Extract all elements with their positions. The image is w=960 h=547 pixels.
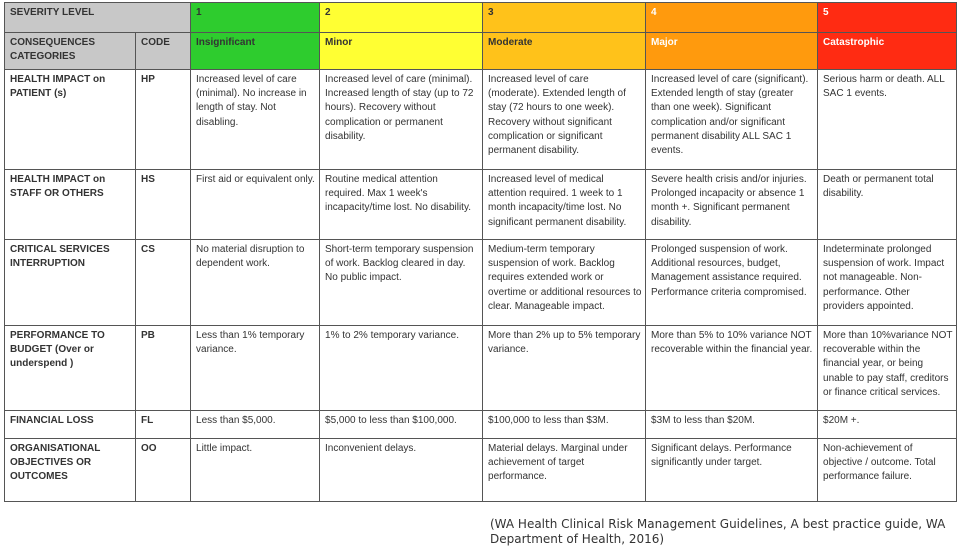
table-row (5, 240, 957, 326)
level-1-name: Insignificant (191, 33, 320, 70)
level-1-cell: Less than $5,000. (191, 411, 320, 439)
risk-consequence-matrix (4, 2, 957, 502)
level-4-cell: $3M to less than $20M. (646, 411, 818, 439)
level-4-cell: More than 5% to 10% variance NOT recoverable within the financial year. (646, 326, 818, 411)
category-cell: HEALTH IMPACT on STAFF OR OTHERS (5, 170, 136, 240)
level-3-cell: $100,000 to less than $3M. (483, 411, 646, 439)
table-row (5, 70, 957, 170)
level-4-number: 4 (646, 3, 818, 33)
level-5-name: Catastrophic (818, 33, 957, 70)
severity-level-row (5, 3, 957, 33)
code-cell: HP (136, 70, 191, 170)
level-2-cell: $5,000 to less than $100,000. (320, 411, 483, 439)
level-5-cell: More than 10%variance NOT recoverable within the financial year, or being unable to pay staff, creditors or finance critical services. (818, 326, 957, 411)
level-3-cell: Material delays. Marginal under achievement of target performance. (483, 439, 646, 502)
code-cell: CS (136, 240, 191, 326)
level-5-number: 5 (818, 3, 957, 33)
code-cell: HS (136, 170, 191, 240)
level-3-cell: More than 2% up to 5% temporary variance. (483, 326, 646, 411)
code-cell: OO (136, 439, 191, 502)
level-4-cell: Increased level of care (significant). Extended length of stay (greater than one week). Significant complication and/or significant permanent disability ALL SAC 1 events. (646, 70, 818, 170)
level-4-cell: Severe health crisis and/or injuries. Prolonged incapacity or absence 1 month +. Significant permanent disability. (646, 170, 818, 240)
level-5-cell: Serious harm or death. ALL SAC 1 events. (818, 70, 957, 170)
level-5-cell: $20M +. (818, 411, 957, 439)
level-1-number: 1 (191, 3, 320, 33)
level-3-cell: Increased level of care (moderate). Extended length of stay (72 hours to one week). Recovery without significant complication or significant permanent disability. (483, 70, 646, 170)
level-1-cell: Increased level of care (minimal). No increase in length of stay. Not disabling. (191, 70, 320, 170)
level-2-name: Minor (320, 33, 483, 70)
level-5-cell: Indeterminate prolonged suspension of work. Impact not manageable. Non-performance. Other providers appointed. (818, 240, 957, 326)
category-cell: ORGANISATIONAL OBJECTIVES OR OUTCOMES (5, 439, 136, 502)
level-3-cell: Medium-term temporary suspension of work. Backlog requires extended work or overtime or additional resources to clear. Manageable impact. (483, 240, 646, 326)
level-2-cell: Short-term temporary suspension of work. Backlog cleared in day. No public impact. (320, 240, 483, 326)
level-2-cell: Inconvenient delays. (320, 439, 483, 502)
code-cell: FL (136, 411, 191, 439)
level-5-cell: Non-achievement of objective / outcome. Total performance failure. (818, 439, 957, 502)
level-1-cell: First aid or equivalent only. (191, 170, 320, 240)
category-cell: HEALTH IMPACT on PATIENT (s) (5, 70, 136, 170)
category-header-row (5, 33, 957, 70)
level-4-name: Major (646, 33, 818, 70)
table-row (5, 326, 957, 411)
severity-level-label: SEVERITY LEVEL (5, 3, 191, 33)
level-2-cell: 1% to 2% temporary variance. (320, 326, 483, 411)
level-2-number: 2 (320, 3, 483, 33)
category-cell: FINANCIAL LOSS (5, 411, 136, 439)
table-row (5, 411, 957, 439)
level-2-cell: Increased level of care (minimal). Increased length of stay (up to 72 hours). Recovery without complication or permanent disability. (320, 70, 483, 170)
level-3-number: 3 (483, 3, 646, 33)
level-4-cell: Significant delays. Performance significantly under target. (646, 439, 818, 502)
code-label: CODE (136, 33, 191, 70)
level-2-cell: Routine medical attention required. Max 1 week's incapacity/time lost. No disability. (320, 170, 483, 240)
level-1-cell: No material disruption to dependent work. (191, 240, 320, 326)
code-cell: PB (136, 326, 191, 411)
category-cell: CRITICAL SERVICES INTERRUPTION (5, 240, 136, 326)
table-row (5, 439, 957, 502)
level-3-cell: Increased level of medical attention required. 1 week to 1 month incapacity/time lost. No significant permanent disability. (483, 170, 646, 240)
level-5-cell: Death or permanent total disability. (818, 170, 957, 240)
level-1-cell: Less than 1% temporary variance. (191, 326, 320, 411)
consequences-categories-label: CONSEQUENCES CATEGORIES (5, 33, 136, 70)
level-3-name: Moderate (483, 33, 646, 70)
table-row (5, 170, 957, 240)
level-4-cell: Prolonged suspension of work. Additional resources, budget, Management assistance required. Performance criteria compromised. (646, 240, 818, 326)
level-1-cell: Little impact. (191, 439, 320, 502)
source-citation: (WA Health Clinical Risk Management Guidelines, A best practice guide, WA Department of Health, 2016) (490, 517, 946, 546)
category-cell: PERFORMANCE TO BUDGET (Over or underspend ) (5, 326, 136, 411)
